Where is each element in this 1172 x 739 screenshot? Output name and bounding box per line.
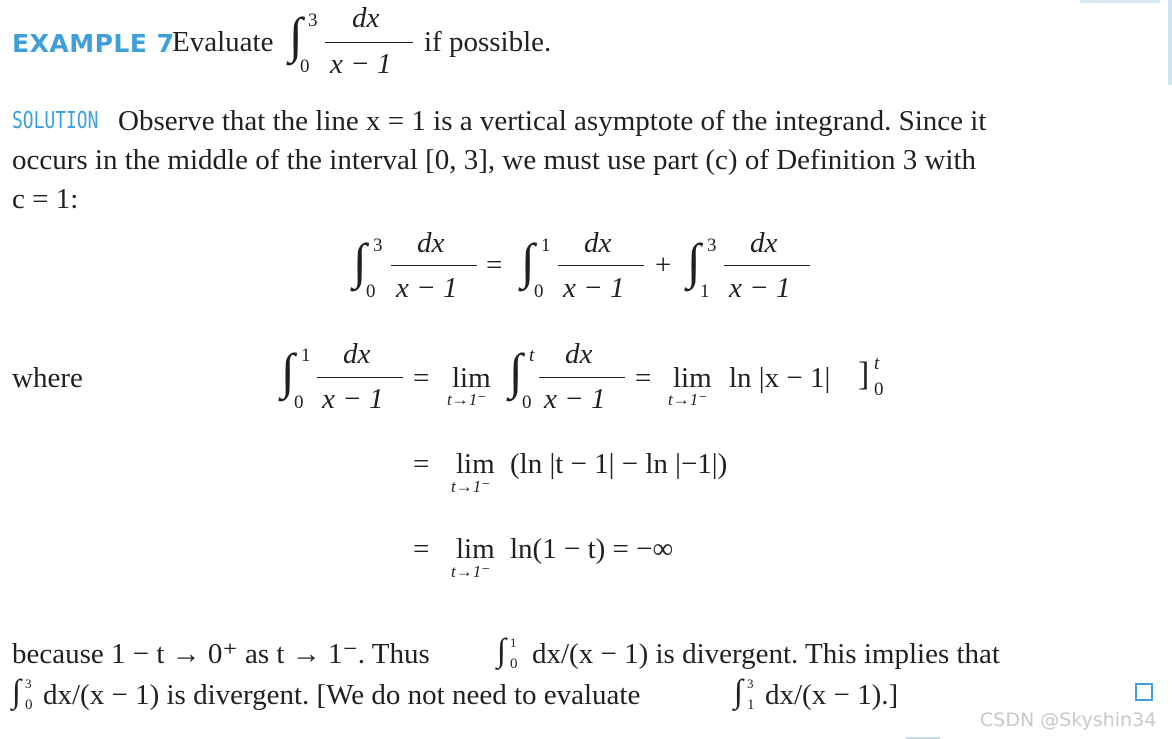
example-tail: if possible. bbox=[424, 26, 552, 58]
integrand-denominator: x − 1 bbox=[330, 48, 392, 80]
integral-upper: 3 bbox=[707, 235, 717, 256]
integral-upper: 1 bbox=[541, 235, 551, 256]
integral-sign: ∫ bbox=[521, 233, 535, 289]
solution-line-2: occurs in the middle of the interval [0, 3], we must use part (c) of Definition 3 with bbox=[12, 144, 976, 176]
integral-lower: 0 bbox=[510, 656, 518, 672]
solution-label: SOLUTION bbox=[12, 108, 99, 134]
closing-line-2-b: dx/(x − 1).] bbox=[765, 679, 899, 711]
integral-lower: 1 bbox=[700, 281, 710, 302]
ln-expression: ln |x − 1| bbox=[729, 362, 831, 394]
integral-sign: ∫ bbox=[353, 233, 367, 289]
equals-sign: = bbox=[635, 362, 652, 394]
fraction-denominator: x − 1 bbox=[396, 272, 458, 304]
limit-expression: (ln |t − 1| − ln |−1|) bbox=[510, 448, 728, 480]
integral-upper: 3 bbox=[747, 676, 754, 691]
integral-lower: 0 bbox=[534, 281, 544, 302]
fraction-numerator: dx bbox=[584, 227, 612, 259]
fraction-numerator: dx bbox=[565, 338, 593, 370]
csdn-watermark: CSDN @Skyshin34 bbox=[980, 709, 1157, 731]
fraction-numerator: dx bbox=[343, 338, 371, 370]
limit-subscript: t→1⁻ bbox=[447, 390, 487, 409]
evaluation-upper: t bbox=[874, 353, 880, 374]
integral-sign: ∫ bbox=[281, 343, 295, 399]
integral-lower: 1 bbox=[747, 697, 755, 713]
integral-upper: 3 bbox=[308, 10, 318, 31]
integral-lower: 0 bbox=[522, 392, 532, 413]
limit-label: lim bbox=[456, 448, 495, 480]
integral-lower: 0 bbox=[294, 392, 304, 413]
fraction-denominator: x − 1 bbox=[322, 383, 384, 415]
fraction-numerator: dx bbox=[750, 227, 778, 259]
integral-sign: ∫ bbox=[509, 343, 523, 399]
fraction-bar bbox=[391, 265, 477, 266]
integral-sign: ∫ bbox=[289, 7, 303, 63]
fraction-denominator: x − 1 bbox=[729, 272, 791, 304]
integral-upper: 1 bbox=[301, 345, 311, 366]
fraction-denominator: x − 1 bbox=[544, 383, 606, 415]
integral-sign: ∫ bbox=[734, 674, 744, 710]
limit-label: lim bbox=[673, 362, 712, 394]
integrand-numerator: dx bbox=[352, 2, 380, 34]
limit-subscript: t→1⁻ bbox=[451, 477, 491, 496]
fraction-bar bbox=[724, 265, 810, 266]
end-of-solution-box-icon bbox=[1135, 683, 1153, 701]
top-edge-decoration bbox=[1080, 0, 1160, 3]
plus-sign: + bbox=[655, 249, 672, 281]
limit-label: lim bbox=[456, 533, 495, 565]
example-label: EXAMPLE 7 bbox=[12, 29, 175, 58]
evaluation-bar: ] bbox=[858, 356, 870, 393]
limit-subscript: t→1⁻ bbox=[668, 390, 708, 409]
fraction-denominator: x − 1 bbox=[563, 272, 625, 304]
fraction-bar bbox=[558, 265, 644, 266]
closing-line-2-a: dx/(x − 1) is divergent. [We do not need to evaluate bbox=[43, 679, 641, 711]
solution-line-1: Observe that the line x = 1 is a vertical asymptote of the integrand. Since it bbox=[118, 105, 987, 137]
example-evaluate: Evaluate bbox=[172, 26, 274, 58]
integral-lower: 0 bbox=[366, 281, 376, 302]
limit-result: ln(1 − t) = −∞ bbox=[510, 533, 674, 565]
limit-label: lim bbox=[452, 362, 491, 394]
integral-upper: 1 bbox=[510, 635, 517, 650]
integral-sign: ∫ bbox=[12, 674, 22, 710]
fraction-bar bbox=[325, 42, 413, 43]
integral-upper: 3 bbox=[373, 235, 383, 256]
fraction-bar bbox=[539, 377, 625, 378]
solution-line-3: c = 1: bbox=[12, 183, 79, 215]
equals-sign: = bbox=[413, 533, 430, 565]
closing-line-1-a: because 1 − t → 0⁺ as t → 1⁻. Thus bbox=[12, 638, 430, 670]
integral-upper: 3 bbox=[25, 676, 32, 691]
where-label: where bbox=[12, 362, 83, 394]
integral-lower: 0 bbox=[300, 56, 310, 77]
right-edge-decoration bbox=[1168, 0, 1172, 85]
integral-upper: t bbox=[529, 345, 535, 366]
evaluation-lower: 0 bbox=[874, 379, 884, 400]
equals-sign: = bbox=[413, 362, 430, 394]
equals-sign: = bbox=[413, 448, 430, 480]
fraction-bar bbox=[317, 377, 403, 378]
integral-sign: ∫ bbox=[497, 633, 507, 669]
integral-sign: ∫ bbox=[687, 233, 701, 289]
integral-lower: 0 bbox=[25, 697, 33, 713]
limit-subscript: t→1⁻ bbox=[451, 562, 491, 581]
equals-sign: = bbox=[486, 249, 503, 281]
closing-line-1-b: dx/(x − 1) is divergent. This implies that bbox=[532, 638, 1000, 670]
fraction-numerator: dx bbox=[417, 227, 445, 259]
